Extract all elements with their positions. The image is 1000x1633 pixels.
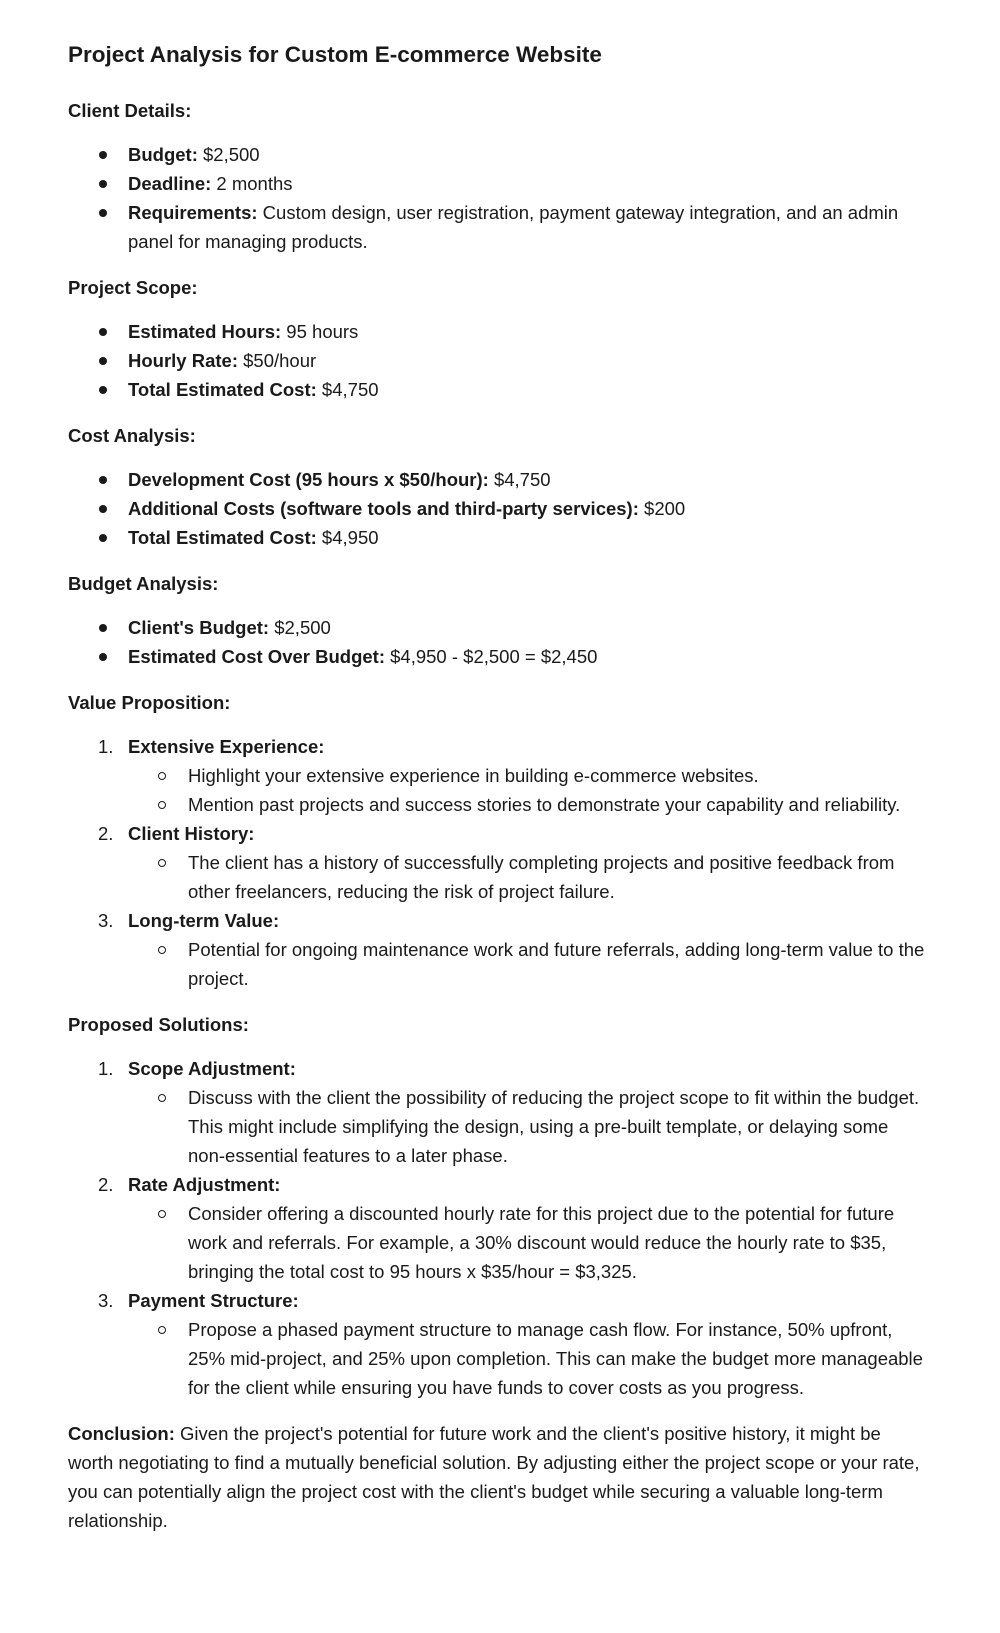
sub-list-item: Propose a phased payment structure to manage cash flow. For instance, 50% upfront, 25% mid-project, and 25% upon completion. This can make the budget more manageable for the client while ensuring you have funds to cover costs as you progress. [68,1315,930,1402]
bullet-icon [99,357,107,365]
list-item: Estimated Hours: 95 hours [68,317,930,346]
circle-bullet-icon [158,772,166,780]
list-item: Requirements: Custom design, user registration, payment gateway integration, and an admin panel for managing products. [68,198,930,256]
list-item [68,819,930,906]
client-details-heading: Client Details: [68,100,192,121]
budget-analysis-list [68,613,930,671]
list-item-label: Long-term Value: [128,910,280,931]
conclusion-paragraph [68,1419,930,1535]
list-item [68,1170,930,1286]
list-item [68,906,930,993]
list-number: 1. [98,1058,114,1079]
list-item: Client's Budget: $2,500 [68,613,930,642]
client-details-list [68,140,930,256]
cost-analysis-list [68,465,930,552]
sub-list [128,935,930,993]
list-item: Hourly Rate: $50/hour [68,346,930,375]
list-item: Budget: $2,500 [68,140,930,169]
list-number: 2. [98,823,114,844]
circle-bullet-icon [158,946,166,954]
list-number: 3. [98,1290,114,1311]
bullet-icon [99,209,107,217]
proposed-solutions-heading: Proposed Solutions: [68,1014,249,1035]
list-item: Deadline: 2 months [68,169,930,198]
sub-list [128,1315,930,1402]
sub-list [128,1083,930,1170]
sub-list-item: Consider offering a discounted hourly rate for this project due to the potential for future work and referrals. For example, a 30% discount would reduce the hourly rate to $35, bringing the total cost to 95 hours x $35/hour = $3,325. [68,1199,930,1286]
sub-list-item: The client has a history of successfully completing projects and positive feedback from other freelancers, reducing the risk of project failure. [68,848,930,906]
bullet-icon [99,180,107,188]
conclusion-label: Conclusion: [68,1423,175,1444]
sub-list-item: Discuss with the client the possibility of reducing the project scope to fit within the budget. This might include simplifying the design, using a pre-built template, or delaying some non-essential features to a later phase. [68,1083,930,1170]
bullet-icon [99,476,107,484]
project-scope-heading: Project Scope: [68,277,198,298]
sub-list [128,761,930,819]
project-scope-list [68,317,930,404]
bullet-icon [99,386,107,394]
value-proposition-heading: Value Proposition: [68,692,231,713]
list-item-label: Extensive Experience: [128,736,325,757]
list-item [68,1054,930,1170]
list-number: 3. [98,910,114,931]
value-proposition-list [68,732,930,993]
bullet-icon [99,151,107,159]
bullet-icon [99,653,107,661]
document-title: Project Analysis for Custom E-commerce Website [68,42,602,67]
budget-analysis-heading: Budget Analysis: [68,573,219,594]
list-item: Additional Costs (software tools and third-party services): $200 [68,494,930,523]
list-item-label: Rate Adjustment: [128,1174,281,1195]
sub-list-item: Highlight your extensive experience in building e-commerce websites. [68,761,930,790]
list-number: 1. [98,736,114,757]
bullet-icon [99,328,107,336]
list-item: Total Estimated Cost: $4,750 [68,375,930,404]
circle-bullet-icon [158,1094,166,1102]
list-item [68,1286,930,1402]
circle-bullet-icon [158,1326,166,1334]
list-item-label: Client History: [128,823,255,844]
bullet-icon [99,624,107,632]
circle-bullet-icon [158,801,166,809]
list-item: Total Estimated Cost: $4,950 [68,523,930,552]
bullet-icon [99,534,107,542]
proposed-solutions-list [68,1054,930,1402]
list-item: Estimated Cost Over Budget: $4,950 - $2,500 = $2,450 [68,642,930,671]
list-item: Development Cost (95 hours x $50/hour): $4,750 [68,465,930,494]
list-item-label: Scope Adjustment: [128,1058,296,1079]
circle-bullet-icon [158,1210,166,1218]
conclusion-text: Given the project's potential for future work and the client's positive history, it might be worth negotiating to find a mutually beneficial solution. By adjusting either the project scope or your rate, you can potentially align the project cost with the client's budget while securing a valuable long-term relationship. [68,1423,920,1531]
cost-analysis-heading: Cost Analysis: [68,425,196,446]
sub-list [128,1199,930,1286]
list-number: 2. [98,1174,114,1195]
circle-bullet-icon [158,859,166,867]
bullet-icon [99,505,107,513]
sub-list-item: Potential for ongoing maintenance work and future referrals, adding long-term value to the project. [68,935,930,993]
list-item-label: Payment Structure: [128,1290,299,1311]
sub-list [128,848,930,906]
sub-list-item: Mention past projects and success stories to demonstrate your capability and reliability. [68,790,930,819]
list-item [68,732,930,819]
